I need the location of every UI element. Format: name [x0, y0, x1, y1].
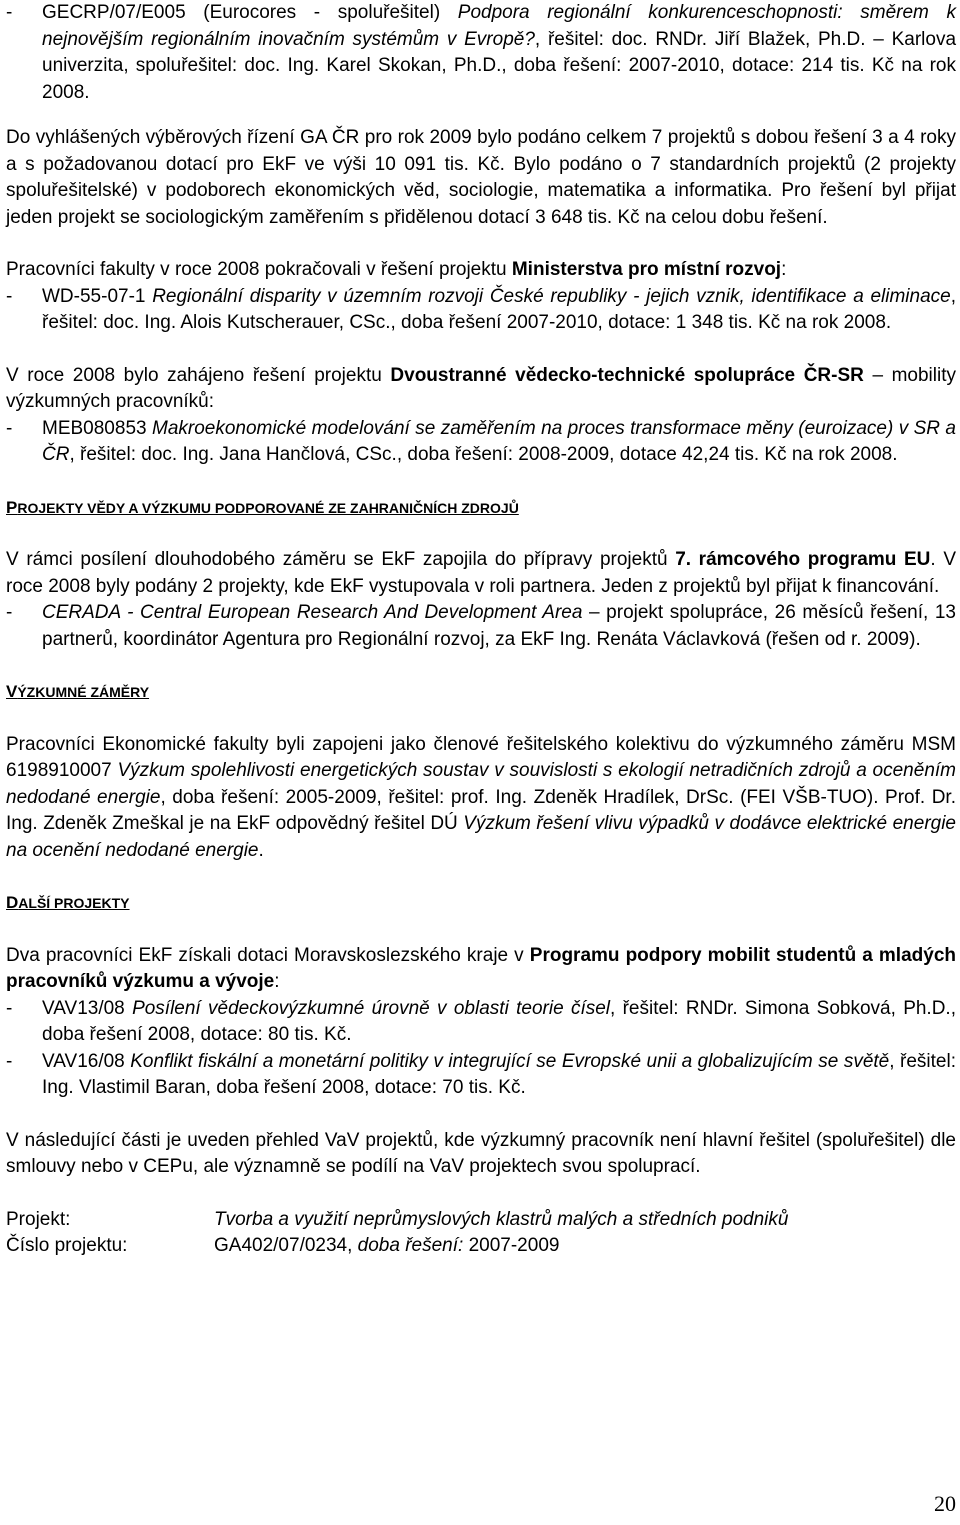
paragraph-ga-cr: Do vyhlášených výběrových řízení GA ČR pro rok 2009 bylo podáno celkem 7 projektů s dobou řešení 3 a 4 roky a s požadovanou dotací pro EkF ve výši 10 091 tis. Kč. Bylo podáno o 7 standardních projektů (2 projekty spoluřešitelské) v podoborech ekonomických věd, sociologie, matematika a informatika. Pro řešení byl přijat jeden projekt se sociologickým zaměřením s přidělenou dotací 3 648 tis. Kč na celou dobu řešení. — [6, 127, 956, 228]
list-dash: - — [6, 997, 13, 1019]
list-item-mmr: - WD-55-07-1 Regionální disparity v územním rozvoji České republiky - jejich vznik, identifikace a eliminace, řešitel: doc. Ing. Alois Kutscherauer, CSc., doba řešení 2007-2010, dotace: 1 348 tis. Kč na rok 2008. — [6, 284, 956, 337]
project-number-row — [6, 1233, 956, 1260]
list-dash: - — [6, 417, 13, 439]
list-item-gecrp — [6, 0, 956, 106]
list-dash: - — [6, 602, 13, 623]
list-item-sr: - MEB080853 Makroekonomické modelování se zaměřením na proces transformace měny (euroizace) v SR a ČR, řešitel: doc. Ing. Jana Hančlová, CSc., doba řešení: 2008-2009, dotace 42,24 tis. Kč na rok 2008. — [6, 416, 956, 469]
paragraph-mobility: Dva pracovníci EkF získali dotaci Moravskoslezského kraje v Programu podpory mobilit studentů a mladých pracovníků výzkumu a vývoje: — [6, 944, 956, 992]
project-number-label: Číslo projektu: — [6, 1235, 128, 1256]
list-dash: - — [6, 285, 13, 307]
list-dash: - — [6, 1050, 13, 1072]
item-details: , řešitel: doc. RNDr. Jiří Blažek, Ph.D. – Karlova univerzita, spoluřešitel: doc. Ing. Karel Skokan, Ph.D., doba řešení: 2007-2010, dotace: 214 tis. Kč na rok 2008. — [42, 28, 957, 103]
page-number: 20 — [934, 1491, 956, 1516]
item-title: Podpora regionální konkurenceschopnosti: směrem k nejnovějším regionálním inovačním systémům v Evropě? — [42, 2, 956, 50]
paragraph-mmr: Pracovníci fakulty v roce 2008 pokračovali v řešení projektu Ministerstva pro místní rozvoj: — [6, 259, 787, 280]
project-row — [6, 1207, 956, 1234]
paragraph-sr: V roce 2008 bylo zahájeno řešení projektu Dvoustranné vědecko-technické spolupráce ČR-SR – mobility výzkumných pracovníků: — [6, 364, 957, 412]
project-label: Projekt: — [6, 1208, 71, 1230]
heading-other-projects: DALŠÍ PROJEKTY — [6, 893, 130, 912]
item-code: GECRP/07/E005 (Eurocores - spoluřešitel) — [42, 2, 458, 23]
list-dash: - — [6, 2, 13, 23]
list-item-cerada: - CERADA - Central European Research And Development Area – projekt spolupráce, 26 měsíců řešení, 13 partnerů, koordinátor Agentura pro Regionální rozvoj, za EkF Ing. Renáta Václavková (řešen od r. 2009). — [6, 600, 956, 653]
document-page — [6, 0, 956, 1260]
project-number-value: GA402/07/0234, doba řešení: 2007-2009 — [214, 1235, 560, 1256]
paragraph-research-intent: Pracovníci Ekonomické fakulty byli zapojeni jako členové řešitelského kolektivu do výzkumného záměru MSM 6198910007 Výzkum spolehlivosti energetických soustav v souvislosti s ekologií netradičních zdrojů a oceněním nedodané energie, doba řešení: 2005-2009, řešitel: prof. Ing. Zdeněk Hradílek, DrSc. (FEI VŠB-TUO). Prof. Dr. Ing. Zdeněk Zmeškal je na EkF odpovědný řešitel DÚ Výzkum řešení vlivu výpadků v dodávce elektrické energie na ocenění nedodané energie. — [6, 733, 956, 861]
paragraph-overview: V následující části je uveden přehled VaV projektů, kde výzkumný pracovník není hlavní řešitel (spoluřešitel) dle smlouvy nebo v CEPu, ale významně se podílí na VaV projektech svou spoluprací. — [6, 1129, 956, 1177]
heading-foreign-projects: PROJEKTY VĚDY A VÝZKUMU PODPOROVANÉ ZE ZAHRANIČNÍCH ZDROJŮ — [6, 497, 519, 517]
heading-research-intents: VÝZKUMNÉ ZÁMĚRY — [6, 682, 150, 701]
project-value: Tvorba a využití neprůmyslových klastrů malých a středních podniků — [214, 1208, 789, 1230]
list-item-vav16: - VAV16/08 Konflikt fiskální a monetární politiky v integrující se Evropské unii a globalizujícím se světě, řešitel: Ing. Vlastimil Baran, doba řešení 2008, dotace: 70 tis. Kč. — [6, 1049, 956, 1102]
list-item-vav13: - VAV13/08 Posílení vědeckovýzkumné úrovně v oblasti teorie čísel, řešitel: RNDr. Simona Sobková, Ph.D., doba řešení 2008, dotace: 80 tis. Kč. — [6, 996, 956, 1049]
paragraph-eu: V rámci posílení dlouhodobého záměru se EkF zapojila do přípravy projektů 7. rámcového programu EU. V roce 2008 byly podány 2 projekty, kde EkF vystupovala v roli partnera. Jeden z projektů byl přijat k financování. — [6, 549, 957, 597]
